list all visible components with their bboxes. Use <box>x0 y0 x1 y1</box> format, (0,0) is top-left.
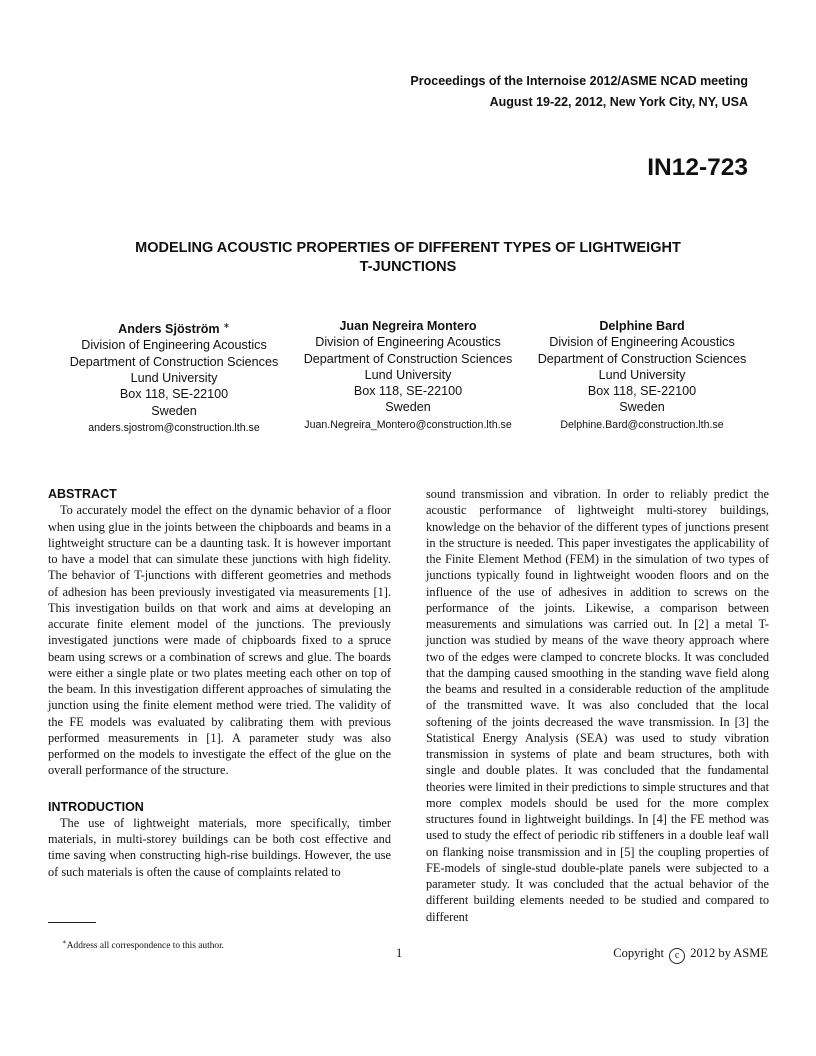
author-email[interactable]: Delphine.Bard@construction.lth.se <box>560 418 724 431</box>
conference-date-location: August 19-22, 2012, New York City, NY, USA <box>489 95 748 109</box>
abstract-text: To accurately model the effect on the dynamic behavior of a floor when using glue in the joints between the chipboards and beams in a lightweight structure can be a daunting task. It is however important to have a model that can simulate these junctions with high fidelity. The behavior of T-junctions with different geometries and methods of adhesion has been previously investigated via measurements [1]. This investigation builds on that work and aims at developing an accurate finite element model of the junctions. The previously investigated junctions were made of chipboards fixed to a spruce beam using screws or a combination of screws and glue. The boards were either a single plate or two plates meeting each other on top of the beam. In this investigation different approaches of simulating the junction using the finite element method were tried. The validity of the FE models was evaluated by calibrating them with previous performed measurements in [1]. A parameter study was also performed on the models to investigate the effect of the glue on the overall performance of the structure. <box>48 503 391 778</box>
author-block-3 <box>517 318 767 434</box>
copyright-year-holder: 2012 by ASME <box>690 946 768 960</box>
author-country: Sweden <box>151 403 197 418</box>
author-university: Lund University <box>598 367 686 382</box>
author-name: Anders Sjöström ∗ <box>118 321 230 337</box>
author-name: Juan Negreira Montero <box>339 319 477 333</box>
proceedings-title: Proceedings of the Internoise 2012/ASME NCAD meeting <box>410 74 748 88</box>
author-name: Delphine Bard <box>599 319 685 333</box>
author-university: Lund University <box>130 371 218 386</box>
author-division: Division of Engineering Acoustics <box>549 335 735 350</box>
author-division: Division of Engineering Acoustics <box>315 335 501 350</box>
author-division: Division of Engineering Acoustics <box>81 338 267 353</box>
author-department: Department of Construction Sciences <box>537 351 747 366</box>
footnote-marker: ∗ <box>223 321 230 330</box>
paper-id: IN12-723 <box>647 154 748 181</box>
introduction-text: The use of lightweight materials, more specifically, timber materials, in multi-storey buildings can be both cost effective and time saving when constructing high-rise buildings. However, the use of such materials is often the cause of complaints related to <box>48 815 391 879</box>
author-email[interactable]: Juan.Negreira_Montero@construction.lth.se <box>304 418 512 431</box>
author-department: Department of Construction Sciences <box>69 354 279 369</box>
paper-title-line-1: MODELING ACOUSTIC PROPERTIES OF DIFFERENT TYPES OF LIGHTWEIGHT <box>135 240 681 256</box>
copyright-word: Copyright <box>613 946 664 960</box>
left-column <box>48 486 391 880</box>
footnote-marker: ∗ <box>62 938 67 946</box>
author-university: Lund University <box>364 367 452 382</box>
author-address: Box 118, SE-22100 <box>587 384 697 399</box>
paper-title <box>60 239 756 277</box>
introduction-text-continued: sound transmission and vibration. In order to reliably predict the acoustic performance of lightweight multi-storey buildings, knowledge on the behavior of the different types of junctions present in the structure is needed. This paper investigates the applicability of the Finite Element Method (FEM) in the simulation of two types of junctions typically found in lightweight wooden floors and on the influence of the use of adhesives in addition to screws on the performance of the joints. Likewise, a comparison between measurements and simulations was carried out. In [2] a metal T-junction was studied by means of the wave theory approach where two of the edges were clamped to concrete blocks. It was concluded that the damping caused smoothing in the standing wave field along the beams and resulted in a considerable reduction of the amplitude of the transmitted wave. It was also concluded that the local softening of the joints decreased the wave transmission. In [3] the Statistical Energy Analysis (SEA) was used to study vibration transmission in systems of plate and beam structures, both with single and double plates. It was concluded that the fundamental theories were limited in their predictions to simple structures and that more complex models should be used for the more complex structures found in lightweight buildings. In [4] the FE method was used to study the effect of periodic rib stiffeners in a double leaf wall on flanking noise transmission and in [5] the coupling properties of FE-models of single-stud double-plate panels were subjected to a parameter study. It was concluded that the actual behavior of the different building elements needed to be studied and compared to different <box>426 487 769 924</box>
section-spacer <box>48 779 391 799</box>
author-block-2 <box>283 318 533 434</box>
copyright-symbol: c <box>669 948 685 964</box>
author-country: Sweden <box>619 400 665 415</box>
author-address: Box 118, SE-22100 <box>119 387 229 402</box>
author-address: Box 118, SE-22100 <box>353 384 463 399</box>
footnote <box>62 936 224 952</box>
author-country: Sweden <box>385 400 431 415</box>
footnote-rule <box>48 922 96 923</box>
abstract-heading: ABSTRACT <box>48 487 117 501</box>
author-department: Department of Construction Sciences <box>303 351 513 366</box>
copyright-notice <box>613 945 768 964</box>
page-number: 1 <box>396 946 403 960</box>
author-email[interactable]: anders.sjostrom@construction.lth.se <box>88 421 260 434</box>
right-column <box>426 486 769 925</box>
footnote-text: Address all correspondence to this author. <box>66 941 225 952</box>
paper-title-line-2: T-JUNCTIONS <box>359 259 457 275</box>
introduction-heading: INTRODUCTION <box>48 799 144 814</box>
author-block-1 <box>49 318 299 437</box>
